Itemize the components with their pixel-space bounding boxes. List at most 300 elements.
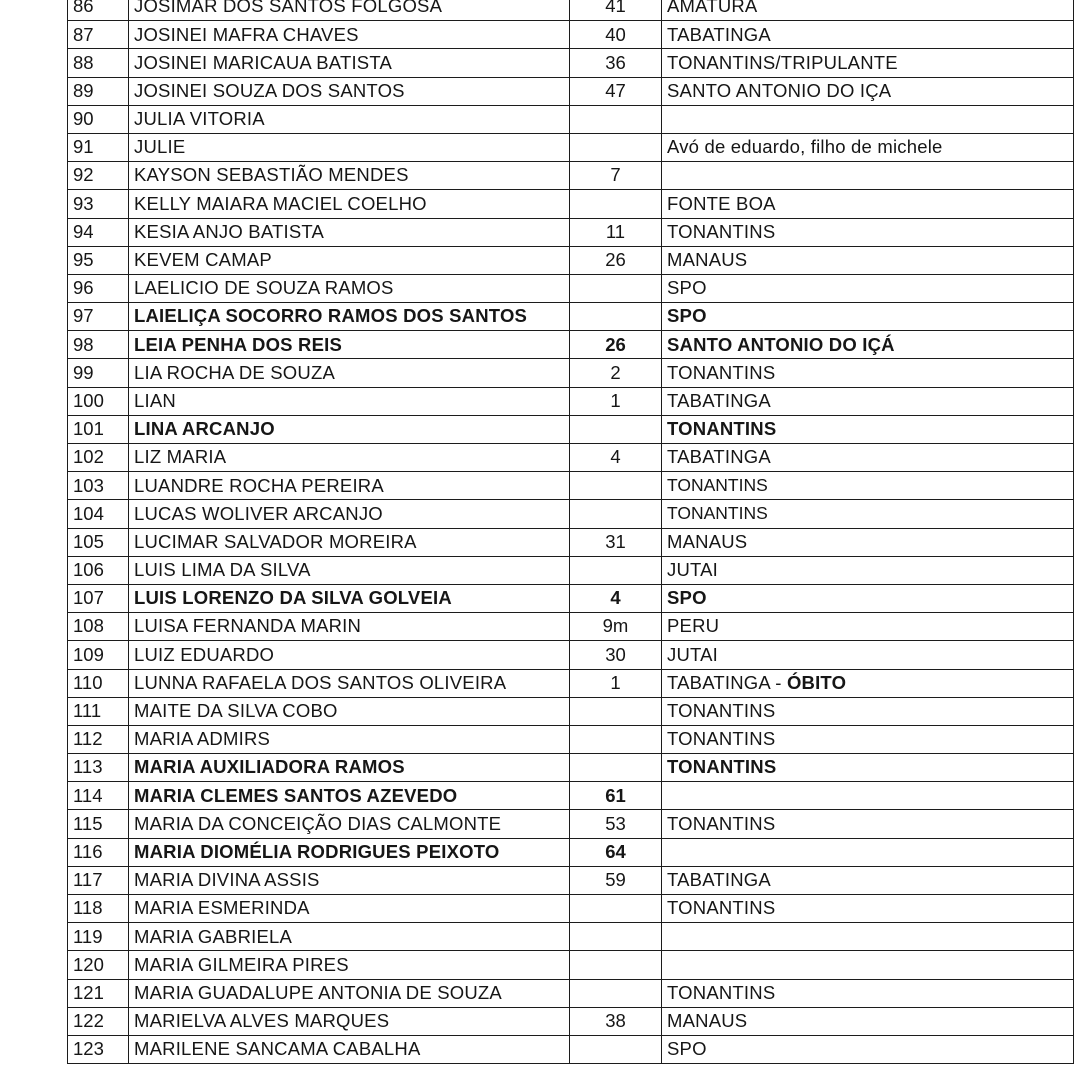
origin-text: FONTE BOA xyxy=(667,192,776,214)
origin-cell xyxy=(662,584,1074,612)
row-number-text: 118 xyxy=(73,897,103,919)
name-cell xyxy=(129,387,570,415)
origin-cell xyxy=(662,77,1074,105)
row-number-cell xyxy=(68,415,129,443)
age-cell xyxy=(570,387,662,415)
origin-cell xyxy=(662,669,1074,697)
row-number-cell xyxy=(68,218,129,246)
age-text: 47 xyxy=(605,79,626,101)
age-cell xyxy=(570,923,662,951)
name-text: LIA ROCHA DE SOUZA xyxy=(134,361,335,383)
row-number-text: 93 xyxy=(73,192,94,214)
table-row xyxy=(68,21,1074,49)
age-cell xyxy=(570,556,662,584)
row-number-text: 86 xyxy=(73,0,94,17)
name-text: LINA ARCANJO xyxy=(134,418,275,440)
name-cell xyxy=(129,838,570,866)
origin-cell xyxy=(662,162,1074,190)
age-cell xyxy=(570,472,662,500)
table-row xyxy=(68,415,1074,443)
row-number-cell xyxy=(68,782,129,810)
age-cell xyxy=(570,866,662,894)
age-cell xyxy=(570,584,662,612)
origin-text: SPO xyxy=(667,587,707,609)
row-number-text: 123 xyxy=(73,1038,104,1060)
name-text: MARIA DA CONCEIÇÃO DIAS CALMONTE xyxy=(134,812,502,834)
name-cell xyxy=(129,246,570,274)
row-number-cell xyxy=(68,162,129,190)
row-number-text: 110 xyxy=(73,671,103,693)
origin-cell xyxy=(662,754,1074,782)
age-cell xyxy=(570,190,662,218)
table-row xyxy=(68,669,1074,697)
name-cell xyxy=(129,1035,570,1063)
name-cell xyxy=(129,979,570,1007)
name-text: MARILENE SANCAMA CABALHA xyxy=(134,1038,421,1060)
age-cell xyxy=(570,951,662,979)
age-text: 1 xyxy=(610,671,621,693)
table-row xyxy=(68,838,1074,866)
row-number-cell xyxy=(68,331,129,359)
table-row xyxy=(68,444,1074,472)
row-number-cell xyxy=(68,866,129,894)
origin-text: MANAUS xyxy=(667,530,748,552)
names-table xyxy=(67,0,1074,1064)
age-cell xyxy=(570,979,662,1007)
name-text: KEVEM CAMAP xyxy=(134,249,272,271)
row-number-text: 92 xyxy=(73,164,94,186)
name-cell xyxy=(129,951,570,979)
origin-text: SPO xyxy=(667,1038,707,1060)
name-text: MARIA DIOMÉLIA RODRIGUES PEIXOTO xyxy=(134,840,500,862)
table-row xyxy=(68,641,1074,669)
row-number-text: 89 xyxy=(73,79,94,101)
age-cell xyxy=(570,444,662,472)
origin-text: TONANTINS xyxy=(667,220,776,242)
age-text: 1 xyxy=(610,389,621,411)
name-cell xyxy=(129,359,570,387)
table-row xyxy=(68,866,1074,894)
origin-text: JUTAI xyxy=(667,643,719,665)
age-cell xyxy=(570,782,662,810)
origin-cell xyxy=(662,21,1074,49)
origin-text: TONANTINS xyxy=(667,981,776,1003)
origin-cell xyxy=(662,923,1074,951)
age-cell xyxy=(570,725,662,753)
table-row xyxy=(68,1007,1074,1035)
age-text: 61 xyxy=(605,784,626,806)
name-cell xyxy=(129,782,570,810)
age-cell xyxy=(570,218,662,246)
name-cell xyxy=(129,415,570,443)
age-text: 26 xyxy=(605,333,626,355)
origin-text: TABATINGA xyxy=(667,23,771,45)
row-number-cell xyxy=(68,49,129,77)
origin-text: TONANTINS xyxy=(667,503,768,524)
age-text: 64 xyxy=(605,840,626,862)
origin-text: TONANTINS xyxy=(667,728,776,750)
row-number-cell xyxy=(68,951,129,979)
name-text: MARIA AUXILIADORA RAMOS xyxy=(134,756,405,778)
age-cell xyxy=(570,133,662,161)
origin-cell xyxy=(662,49,1074,77)
row-number-cell xyxy=(68,133,129,161)
age-cell xyxy=(570,641,662,669)
age-cell xyxy=(570,810,662,838)
origin-cell xyxy=(662,895,1074,923)
row-number-cell xyxy=(68,725,129,753)
name-cell xyxy=(129,500,570,528)
table-row xyxy=(68,725,1074,753)
row-number-cell xyxy=(68,697,129,725)
age-cell xyxy=(570,1007,662,1035)
table-row xyxy=(68,162,1074,190)
row-number-text: 96 xyxy=(73,277,94,299)
age-cell xyxy=(570,895,662,923)
name-text: MARIELVA ALVES MARQUES xyxy=(134,1010,390,1032)
origin-text: TABATINGA xyxy=(667,869,771,891)
row-number-text: 119 xyxy=(73,925,103,947)
origin-cell xyxy=(662,528,1074,556)
name-cell xyxy=(129,754,570,782)
row-number-text: 116 xyxy=(73,840,103,862)
table-row xyxy=(68,782,1074,810)
table-row xyxy=(68,923,1074,951)
table-row xyxy=(68,105,1074,133)
name-cell xyxy=(129,613,570,641)
origin-text: TONANTINS xyxy=(667,812,776,834)
age-cell xyxy=(570,669,662,697)
row-number-text: 108 xyxy=(73,615,104,637)
age-text: 53 xyxy=(605,812,626,834)
origin-cell xyxy=(662,415,1074,443)
name-text: LEIA PENHA DOS REIS xyxy=(134,333,343,355)
name-text: MARIA ADMIRS xyxy=(134,728,271,750)
row-number-text: 104 xyxy=(73,502,104,524)
table-row xyxy=(68,387,1074,415)
table-body xyxy=(68,0,1074,1064)
table-row xyxy=(68,810,1074,838)
name-text: LIAN xyxy=(134,389,176,411)
name-cell xyxy=(129,697,570,725)
row-number-text: 106 xyxy=(73,559,104,581)
origin-text: TABATINGA - xyxy=(667,671,787,693)
row-number-text: 91 xyxy=(73,136,94,158)
age-cell xyxy=(570,331,662,359)
age-cell xyxy=(570,162,662,190)
table-row xyxy=(68,584,1074,612)
age-text: 2 xyxy=(610,361,621,383)
name-cell xyxy=(129,331,570,359)
name-text: LIZ MARIA xyxy=(134,446,227,468)
origin-cell xyxy=(662,359,1074,387)
row-number-cell xyxy=(68,105,129,133)
table-row xyxy=(68,331,1074,359)
origin-text: TONANTINS xyxy=(667,418,777,440)
name-text: KAYSON SEBASTIÃO MENDES xyxy=(134,164,409,186)
origin-cell xyxy=(662,979,1074,1007)
age-text: 38 xyxy=(605,1010,626,1032)
name-text: LAIELIÇA SOCORRO RAMOS DOS SANTOS xyxy=(134,305,528,327)
table-row xyxy=(68,979,1074,1007)
origin-text: MANAUS xyxy=(667,249,748,271)
name-cell xyxy=(129,49,570,77)
age-cell xyxy=(570,49,662,77)
row-number-cell xyxy=(68,754,129,782)
row-number-cell xyxy=(68,838,129,866)
origin-text: TONANTINS xyxy=(667,700,776,722)
name-cell xyxy=(129,810,570,838)
origin-cell xyxy=(662,387,1074,415)
row-number-cell xyxy=(68,669,129,697)
origin-text: PERU xyxy=(667,615,720,637)
origin-cell xyxy=(662,810,1074,838)
name-text: JOSINEI SOUZA DOS SANTOS xyxy=(134,79,405,101)
age-cell xyxy=(570,105,662,133)
row-number-cell xyxy=(68,895,129,923)
row-number-text: 112 xyxy=(73,728,103,750)
origin-cell xyxy=(662,303,1074,331)
table-row xyxy=(68,246,1074,274)
row-number-cell xyxy=(68,528,129,556)
row-number-text: 111 xyxy=(73,700,102,722)
table-row xyxy=(68,77,1074,105)
age-cell xyxy=(570,246,662,274)
row-number-cell xyxy=(68,190,129,218)
age-cell xyxy=(570,303,662,331)
name-cell xyxy=(129,21,570,49)
table-row xyxy=(68,133,1074,161)
table-row xyxy=(68,528,1074,556)
row-number-cell xyxy=(68,303,129,331)
row-number-cell xyxy=(68,613,129,641)
age-cell xyxy=(570,528,662,556)
name-text: JOSINEI MARICAUA BATISTA xyxy=(134,51,393,73)
origin-cell xyxy=(662,331,1074,359)
name-cell xyxy=(129,444,570,472)
age-text: 4 xyxy=(610,446,621,468)
row-number-text: 114 xyxy=(73,784,103,806)
origin-cell xyxy=(662,274,1074,302)
age-cell xyxy=(570,697,662,725)
row-number-cell xyxy=(68,641,129,669)
name-text: MAITE DA SILVA COBO xyxy=(134,700,338,722)
origin-cell xyxy=(662,838,1074,866)
origin-cell xyxy=(662,641,1074,669)
age-text: 9m xyxy=(602,615,629,637)
row-number-text: 107 xyxy=(73,587,104,609)
name-cell xyxy=(129,556,570,584)
name-text: LUANDRE ROCHA PEREIRA xyxy=(134,474,384,496)
origin-cell xyxy=(662,472,1074,500)
origin-cell xyxy=(662,218,1074,246)
row-number-text: 102 xyxy=(73,446,104,468)
row-number-cell xyxy=(68,810,129,838)
age-text: 36 xyxy=(605,51,626,73)
age-text: 30 xyxy=(605,643,626,665)
table-row xyxy=(68,1035,1074,1063)
table-row xyxy=(68,303,1074,331)
name-text: LUIZ EDUARDO xyxy=(134,643,275,665)
origin-cell xyxy=(662,1035,1074,1063)
table-row xyxy=(68,472,1074,500)
name-cell xyxy=(129,190,570,218)
table-row xyxy=(68,49,1074,77)
row-number-text: 120 xyxy=(73,953,104,975)
table-row xyxy=(68,190,1074,218)
name-cell xyxy=(129,641,570,669)
row-number-text: 87 xyxy=(73,23,94,45)
table-row xyxy=(68,697,1074,725)
row-number-cell xyxy=(68,444,129,472)
name-text: LUIS LORENZO DA SILVA GOLVEIA xyxy=(134,587,452,609)
origin-cell xyxy=(662,190,1074,218)
row-number-text: 121 xyxy=(73,981,104,1003)
name-cell xyxy=(129,528,570,556)
name-text: JOSINEI MAFRA CHAVES xyxy=(134,23,359,45)
name-cell xyxy=(129,472,570,500)
name-cell xyxy=(129,303,570,331)
origin-cell xyxy=(662,246,1074,274)
row-number-cell xyxy=(68,923,129,951)
name-text: LUCIMAR SALVADOR MOREIRA xyxy=(134,530,417,552)
row-number-cell xyxy=(68,556,129,584)
name-text: JULIA VITORIA xyxy=(134,108,265,130)
origin-text: AMATURA xyxy=(667,0,758,17)
age-text: 26 xyxy=(605,249,626,271)
row-number-cell xyxy=(68,387,129,415)
origin-text: JUTAI xyxy=(667,559,719,581)
name-text: KELLY MAIARA MACIEL COELHO xyxy=(134,192,427,214)
origin-cell xyxy=(662,951,1074,979)
origin-text: TONANTINS xyxy=(667,361,776,383)
name-cell xyxy=(129,274,570,302)
table-row xyxy=(68,613,1074,641)
name-text: MARIA ESMERINDA xyxy=(134,897,310,919)
row-number-text: 115 xyxy=(73,812,103,834)
name-text: MARIA GABRIELA xyxy=(134,925,293,947)
name-text: LUISA FERNANDA MARIN xyxy=(134,615,362,637)
origin-text: SPO xyxy=(667,305,707,327)
table-row xyxy=(68,895,1074,923)
age-text: 59 xyxy=(605,869,626,891)
name-cell xyxy=(129,923,570,951)
row-number-text: 90 xyxy=(73,108,94,130)
origin-text: SANTO ANTONIO DO IÇÁ xyxy=(667,333,895,355)
name-cell xyxy=(129,133,570,161)
age-cell xyxy=(570,359,662,387)
origin-cell xyxy=(662,1007,1074,1035)
row-number-cell xyxy=(68,0,129,21)
name-cell xyxy=(129,77,570,105)
row-number-text: 113 xyxy=(73,756,103,778)
name-cell xyxy=(129,669,570,697)
age-cell xyxy=(570,274,662,302)
name-text: LUCAS WOLIVER ARCANJO xyxy=(134,502,383,524)
origin-text: TONANTINS xyxy=(667,897,776,919)
name-cell xyxy=(129,1007,570,1035)
age-text: 11 xyxy=(605,220,626,242)
name-text: MARIA GILMEIRA PIRES xyxy=(134,953,349,975)
name-cell xyxy=(129,866,570,894)
row-number-cell xyxy=(68,21,129,49)
origin-cell xyxy=(662,0,1074,21)
origin-cell xyxy=(662,133,1074,161)
age-text: 31 xyxy=(605,530,626,552)
origin-text: TONANTINS xyxy=(667,756,777,778)
table-row xyxy=(68,951,1074,979)
age-cell xyxy=(570,415,662,443)
row-number-text: 99 xyxy=(73,361,94,383)
name-text: LUIS LIMA DA SILVA xyxy=(134,559,311,581)
name-cell xyxy=(129,895,570,923)
row-number-cell xyxy=(68,359,129,387)
name-text: MARIA DIVINA ASSIS xyxy=(134,869,320,891)
origin-cell xyxy=(662,556,1074,584)
row-number-text: 94 xyxy=(73,220,94,242)
age-text: 40 xyxy=(605,23,626,45)
age-cell xyxy=(570,500,662,528)
name-cell xyxy=(129,218,570,246)
row-number-cell xyxy=(68,472,129,500)
age-text: 4 xyxy=(610,587,621,609)
age-text: 41 xyxy=(605,0,626,17)
row-number-text: 100 xyxy=(73,389,104,411)
row-number-text: 97 xyxy=(73,305,94,327)
origin-cell xyxy=(662,613,1074,641)
name-cell xyxy=(129,162,570,190)
age-cell xyxy=(570,1035,662,1063)
age-text: 7 xyxy=(610,164,621,186)
row-number-text: 95 xyxy=(73,249,94,271)
table-row xyxy=(68,754,1074,782)
name-text: MARIA CLEMES SANTOS AZEVEDO xyxy=(134,784,458,806)
row-number-cell xyxy=(68,1035,129,1063)
row-number-cell xyxy=(68,500,129,528)
origin-text: SANTO ANTONIO DO IÇA xyxy=(667,79,892,101)
age-cell xyxy=(570,21,662,49)
row-number-text: 117 xyxy=(73,869,103,891)
age-cell xyxy=(570,613,662,641)
origin-text: Avó de eduardo, filho de michele xyxy=(667,136,943,158)
row-number-text: 88 xyxy=(73,51,94,73)
table-row xyxy=(68,500,1074,528)
origin-text: SPO xyxy=(667,277,707,299)
table-row xyxy=(68,0,1074,21)
age-cell xyxy=(570,0,662,21)
origin-cell xyxy=(662,725,1074,753)
name-text: MARIA GUADALUPE ANTONIA DE SOUZA xyxy=(134,981,502,1003)
origin-cell xyxy=(662,444,1074,472)
origin-cell xyxy=(662,105,1074,133)
origin-text: TONANTINS/TRIPULANTE xyxy=(667,51,898,73)
table-row xyxy=(68,556,1074,584)
row-number-cell xyxy=(68,1007,129,1035)
age-cell xyxy=(570,754,662,782)
origin-cell xyxy=(662,697,1074,725)
row-number-text: 105 xyxy=(73,530,104,552)
origin-text: MANAUS xyxy=(667,1010,748,1032)
table-row xyxy=(68,218,1074,246)
table-row xyxy=(68,359,1074,387)
origin-cell xyxy=(662,500,1074,528)
origin-cell xyxy=(662,866,1074,894)
row-number-text: 122 xyxy=(73,1010,104,1032)
name-text: JOSIMAR DOS SANTOS FOLGOSA xyxy=(134,0,443,17)
origin-text: TONANTINS xyxy=(667,475,768,496)
row-number-cell xyxy=(68,77,129,105)
name-text: KESIA ANJO BATISTA xyxy=(134,220,325,242)
